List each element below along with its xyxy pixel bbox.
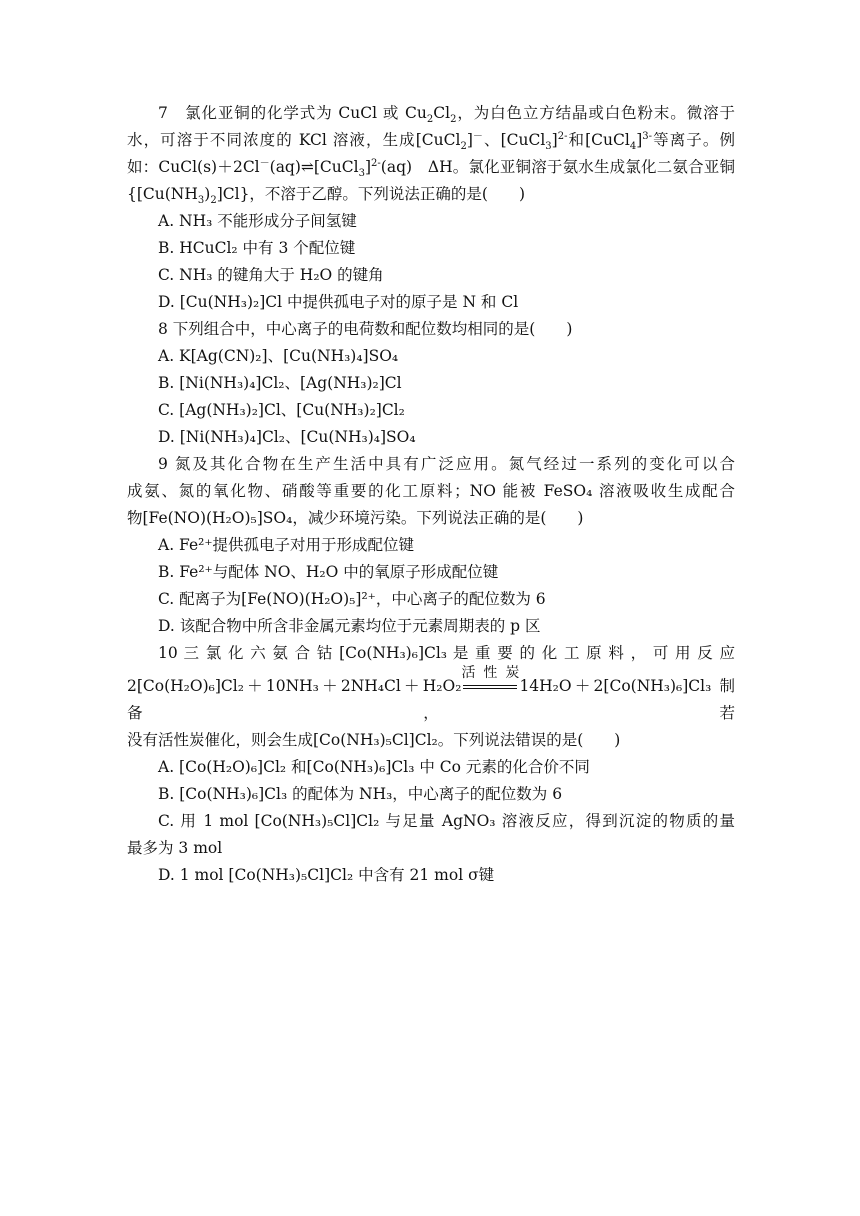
option-d: D. [Ni(NH₃)₄]Cl₂、[Cu(NH₃)₄]SO₄: [158, 428, 416, 446]
reaction-condition-arrow: [461, 665, 520, 700]
question-7-stem: 7 氯化亚铜的化学式为 CuCl 或 $Cu_2Cl_2$，为白色立方结晶或白色粉末。微溶于水，可溶于不同浓度的 KCl 溶液，生成[CuCl$_2$]－、[CuCl$_3$]$^{2-}$和[CuCl$_4$]$^{3-}$等离子。例如：CuCl(s)＋2Cl－(aq)⇌[CuCl$_3$]$^{2-}$(aq) ΔH。氯化亚铜溶于氨水生成氯化二氨合亚铜$\{[Cu(NH_3)_2]Cl\}$，不溶于乙醇。下列说法正确的是( ): [127, 104, 735, 207]
question-9-line-3: 物[Fe(NO)(H₂O)₅]SO₄，减少环境污染。下列说法正确的是( ): [127, 509, 584, 527]
question-number: 7: [158, 104, 168, 122]
question-7: [127, 100, 735, 316]
option-b: B. HCuCl₂ 中有 3 个配位键: [158, 239, 356, 257]
question-10-line-1: 10 三 氯 化 六 氨 合 钴 [Co(NH₃)₆]Cl₃ 是 重 要 的 化 工 原 料 ， 可 用 反 应: [158, 644, 735, 662]
question-9-line-2: 成氨、氮的氧化物、硝酸等重要的化工原料；NO 能被 FeSO₄ 溶液吸收生成配合: [127, 482, 735, 500]
option-a: A. K[Ag(CN)₂]、[Cu(NH₃)₄]SO₄: [158, 347, 399, 365]
option-d: D. 1 mol [Co(NH₃)₅Cl]Cl₂ 中含有 21 mol σ键: [158, 866, 495, 884]
option-c: C. 用 1 mol [Co(NH₃)₅Cl]Cl₂ 与足量 AgNO₃ 溶液反应，得到沉淀的物质的量: [158, 812, 735, 830]
question-8-stem: 8 下列组合中，中心离子的电荷数和配位数均相同的是( ): [158, 320, 573, 338]
option-c: C. 配离子为[Fe(NO)(H₂O)₅]²⁺，中心离子的配位数为 6: [158, 590, 546, 608]
option-a: A. Fe²⁺提供孤电子对用于形成配位键: [158, 536, 415, 554]
option-c: C. NH₃ 的键角大于 H₂O 的键角: [158, 266, 384, 284]
option-d: D. [Cu(NH₃)₂]Cl 中提供孤电子对的原子是 N 和 Cl: [158, 293, 519, 311]
option-b: B. [Co(NH₃)₆]Cl₃ 的配体为 NH₃，中心离子的配位数为 6: [158, 785, 563, 803]
option-c-continued: 最多为 3 mol: [127, 839, 223, 857]
option-d: D. 该配合物中所含非金属元素均位于元素周期表的 p 区: [158, 617, 541, 635]
question-10-equation: 2[Co(H₂O)₆]Cl₂＋10NH₃＋2NH₄Cl＋H₂O₂ 活性炭 14H₂O＋2[Co(NH₃)₆]Cl₃ 制备，若: [127, 673, 735, 727]
question-10: [127, 640, 735, 889]
catalyst-label: 活性炭: [461, 665, 520, 681]
option-b: B. Fe²⁺与配体 NO、H₂O 中的氧原子形成配位键: [158, 563, 499, 581]
question-10-line-3: 没有活性炭催化，则会生成[Co(NH₃)₅Cl]Cl₂。下列说法错误的是( ): [127, 731, 621, 749]
option-a: A. NH₃ 不能形成分子间氢键: [158, 212, 357, 230]
option-c: C. [Ag(NH₃)₂]Cl、[Cu(NH₃)₂]Cl₂: [158, 401, 405, 419]
option-b: B. [Ni(NH₃)₄]Cl₂、[Ag(NH₃)₂]Cl: [158, 374, 402, 392]
question-content: [127, 100, 735, 889]
question-8: [127, 316, 735, 451]
question-9-line-1: 9 氮及其化合物在生产生活中具有广泛应用。氮气经过一系列的变化可以合: [158, 455, 735, 473]
option-a: A. [Co(H₂O)₆]Cl₂ 和[Co(NH₃)₆]Cl₃ 中 Co 元素的化合价不同: [158, 758, 590, 776]
question-9: [127, 451, 735, 640]
